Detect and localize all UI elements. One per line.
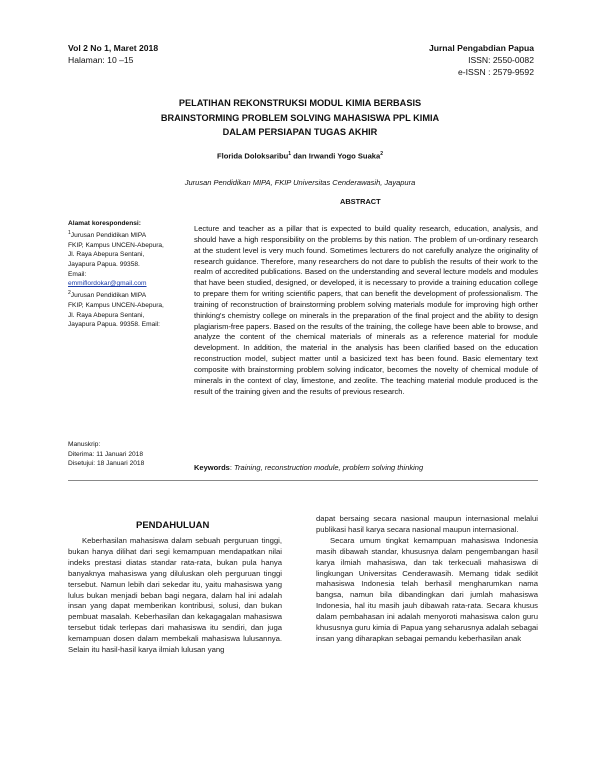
address-2-marker: 2	[68, 290, 71, 297]
address-1-marker: 1	[68, 229, 71, 236]
paragraph: Keberhasilan mahasiswa dalam sebuah perguruan tinggi, bukan hanya dilihat dari segi kemampuan mendapatkan nilai indeks prestasi diatas standar rata-rata, bukan pula hanya banyaknya mahasiswa yang diluluskan oleh perguruan tinggi tersebut. Namun lebih dari sekedar itu, yaitu mahasiswa yang lulus bukan menjadi beban bagi negara, dalam hal ini adalah insan yang dapat memberikan kontribusi, solusi, dan bukan pembuat masalah. Keberhasilan dan kekagagalan mahasiswa tersebut tidak terlepas dari mahasiswa itu sendiri, dan juga kemampuan dosen dalam membekali mahasiswa lulusannya. Selain itu hasil-hasil karya ilmiah lulusan yang	[68, 536, 282, 655]
received-date: Diterima: 11 Januari 2018	[68, 450, 144, 458]
divider	[68, 480, 538, 481]
address-2-line-2: FKIP, Kampus UNCEN-Abepura,	[68, 302, 164, 309]
manuscript-heading: Manuskrip:	[68, 441, 101, 448]
correspondence-heading: Alamat korespondensi:	[68, 220, 141, 227]
author-list	[110, 151, 490, 161]
body-column-right	[316, 514, 538, 645]
affiliation: Jurusan Pendidikan MIPA, FKIP Universitas Cenderawasih, Jayapura	[184, 178, 416, 187]
address-2-line-3: Jl. Raya Abepura Sentani,	[68, 311, 145, 319]
running-header-left	[68, 42, 158, 66]
running-header-right	[429, 42, 534, 78]
volume-info: Vol 2 No 1, Maret 2018	[68, 43, 159, 53]
title-line-2: BRAINSTORMING PROBLEM SOLVING MAHASISWA PPL KIMIA	[160, 112, 440, 123]
abstract-heading: ABSTRACT	[340, 197, 381, 206]
section-heading: PENDAHULUAN	[136, 520, 210, 531]
author-1-marker: 1	[288, 151, 292, 157]
title-line-3: DALAM PERSIAPAN TUGAS AKHIR	[222, 127, 378, 137]
author-2: dan Irwandi Yogo Suaka	[293, 151, 381, 161]
title-line-1: PELATIHAN REKONSTRUKSI MODUL KIMIA BERBASIS	[178, 98, 422, 108]
keywords-label: Keywords	[194, 463, 230, 472]
keywords-terms: Training, reconstruction module, problem solving thinking	[234, 463, 424, 472]
address-1-line-4: Jayapura Papua. 99358.	[68, 261, 140, 268]
body-column-left	[68, 536, 282, 656]
address-2-line-4: Jayapura Papua. 99358. Email:	[68, 321, 161, 329]
author-1: Florida Doloksaribu	[216, 151, 289, 161]
eissn: e-ISSN : 2579-9592	[458, 67, 534, 77]
paragraph: dapat bersaing secara nasional maupun internasional melalui publikasi hasil karya secara nasional maupun internasional.	[316, 514, 538, 534]
address-1-line-1: Jurusan Pendidikan MIPA	[70, 231, 147, 239]
keywords	[194, 463, 423, 472]
journal-name: Jurnal Pengabdian Papua	[428, 43, 534, 53]
manuscript-dates	[68, 440, 188, 469]
keywords-separator: :	[229, 463, 235, 472]
paragraph: Secara umum tingkat kemampuan mahasiswa Indonesia masih dibawah standar, khususnya dalam pengembangan hasil karya ilmiah mahasiswa, dan tak terkecuali mahasiswa di lingkungan Universitas Cenderawasih. Memang tidak sedikit mahasiswa Indonesia telah berhasil mengharumkan nama bangsa, namun bila dibandingkan dari jumlah mahasiswa Indonesia, hal itu masih jauh dibawah rata-rata. Secara khusus dalam pembahasan ini adalah menyoroti mahasiswa calon guru khususnya guru kimia di Papua yang seharusnya adalah sebagai insan yang diharapkan sebagai pemandu keberhasilan anak	[316, 535, 538, 643]
address-1-line-2: FKIP, Kampus UNCEN-Abepura,	[68, 241, 164, 249]
correspondence-block	[68, 219, 188, 330]
address-2-line-1: Jurusan Pendidikan MIPA	[70, 292, 147, 300]
page-range: Halaman: 10 –15	[68, 55, 134, 65]
accepted-date: Disetujui: 18 Januari 2018	[68, 460, 145, 468]
paper-title	[110, 96, 490, 140]
address-1-line-3: Jl. Raya Abepura Sentani,	[68, 251, 145, 259]
abstract-text: Lecture and teacher as a pillar that is expected to build quality research, education, analysis, and should have a high responsibility on the problems by this nation. The problem of un-ordinary research at the student level is very much found. Sometimes lecturers do not carefully analyze the originality of research guidance. Therefore, many researchers do not dare to publish the results of their work to the realm of accredited publications. Based on the understanding and several lecture models and modules that have been studied, designed, or developed, it is necessary to provide a training education college to prepare them for writing scientific papers, that can benefit the development of professionalism. The training of reconstruction of brainstorming problem solving materials module for improving high orther thinking's chemistry college on minerals in the preparation of the final project and the ability to design plagiarism-free papers. Based on the results of the training, the college have been able to browse, and analyze the content of the chemical materials of minerals as a reference material for module development. In addition, the material in the analysis has been clarified based on the education reconstruction model, subject matter until a basicized text has been found. Basic elementary text composite with brainstorming problem solving indicator, becomes the novelty of chemical module of minerals in the context of clay, limestone, and zeolite. The teaching material module produced is the result of the training given and the results of previous research.	[194, 224, 538, 396]
email-label: Email:	[68, 270, 87, 278]
email-link[interactable]: emmiflordokar@gmail.com	[68, 280, 147, 288]
author-2-marker: 2	[380, 151, 384, 157]
issn: ISSN: 2550-0082	[468, 55, 534, 65]
